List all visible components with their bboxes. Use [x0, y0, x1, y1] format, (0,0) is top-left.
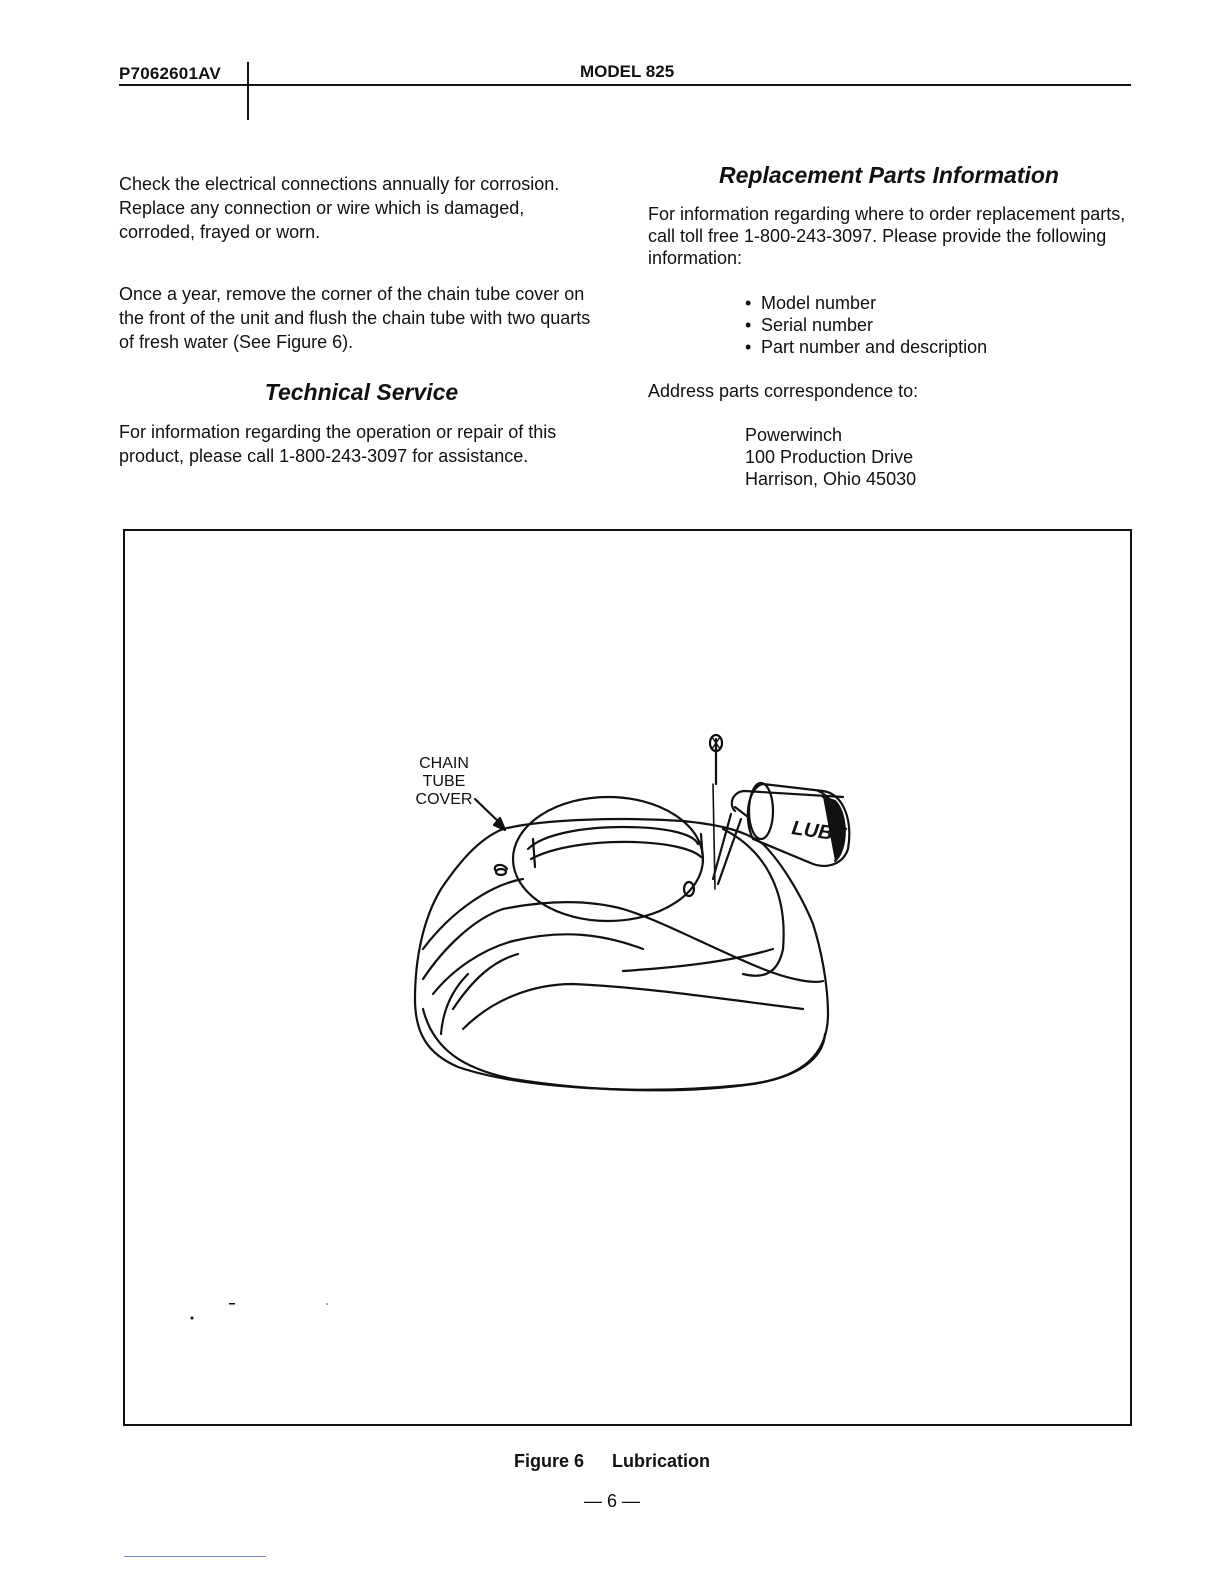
figure-title: Lubrication: [612, 1451, 711, 1471]
callout-line: COVER: [415, 791, 473, 808]
figure-caption: [0, 1451, 1224, 1472]
replacement-parts-heading: Replacement Parts Information: [719, 162, 1059, 188]
winch-lubrication-illustration: [123, 529, 1132, 1426]
figure-number: Figure 6: [513, 1451, 584, 1471]
callout-line: CHAIN: [419, 755, 469, 772]
parts-info-list: [745, 292, 987, 358]
document-number: P7062601AV: [119, 64, 221, 83]
footer-rule: [124, 1556, 266, 1557]
address-line: 100 Production Drive: [745, 447, 914, 467]
list-item: • Serial number: [745, 314, 987, 336]
callout-line: TUBE: [422, 773, 466, 790]
header-rule: [119, 84, 1131, 86]
dome-cap: [513, 797, 703, 921]
technical-service-heading: Technical Service: [264, 379, 459, 405]
address-line: Harrison, Ohio 45030: [745, 469, 917, 489]
replacement-parts-text: For information regarding where to order replacement parts, call toll free 1-800-243-3097. Please provide the following information:: [648, 204, 1126, 268]
electrical-check-paragraph: Check the electrical connections annually for corrosion. Replace any connection or wire which is damaged, corroded, frayed or worn.: [119, 174, 560, 242]
lube-can-label: LUBE: [790, 817, 848, 847]
model-title: MODEL 825: [580, 62, 675, 81]
chain-tube-flush-paragraph: Once a year, remove the corner of the chain tube cover on the front of the unit and flush the chain tube with two quarts of fresh water (See Figure 6).: [119, 284, 591, 352]
list-item: • Part number and description: [745, 336, 987, 358]
technical-service-text: For information regarding the operation or repair of this product, please call 1-800-243-3097 for assistance.: [119, 422, 557, 466]
list-item: • Model number: [745, 292, 987, 314]
address-line: Powerwinch: [745, 425, 843, 445]
mailing-address: [745, 424, 916, 490]
page-number: — 6 —: [583, 1491, 640, 1511]
address-intro: Address parts correspondence to:: [648, 381, 919, 401]
header-divider: [247, 62, 249, 120]
housing-outline: [415, 819, 828, 1090]
